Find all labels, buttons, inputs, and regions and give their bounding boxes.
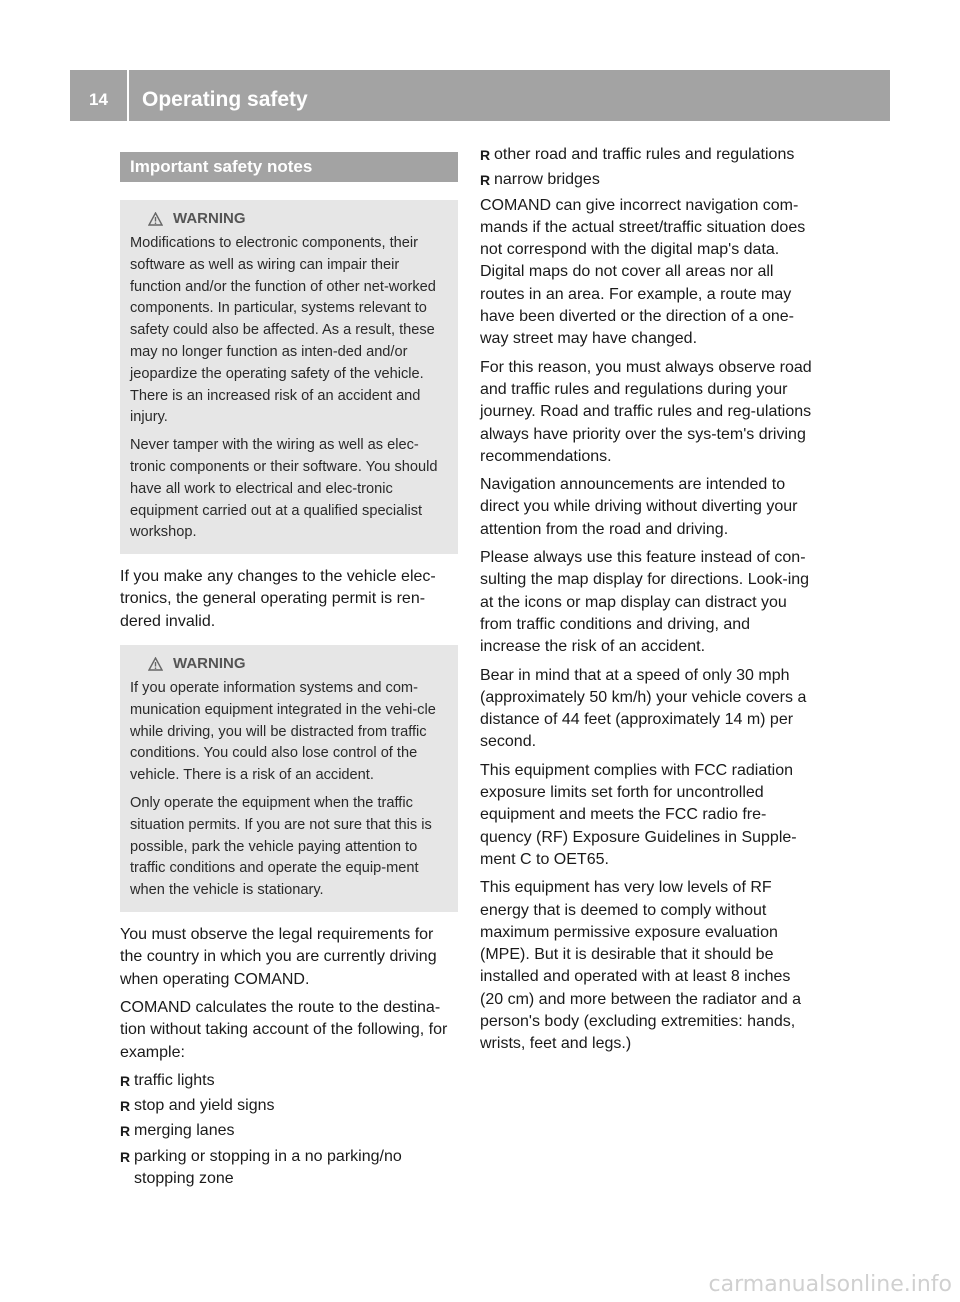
header-divider	[127, 70, 129, 121]
warning-heading	[148, 651, 450, 677]
right-column	[480, 146, 813, 1062]
warning-text: Only operate the equipment when the traffic situation permits. If you are not sure that this is possible, park the vehicle paying attention to traffic conditions and operate the equip-ment when the vehicle is stationary.	[130, 795, 432, 899]
warning-box-distraction	[120, 645, 458, 912]
paragraph: Please always use this feature instead of con-sulting the map display for directions. Look-ing at the icons or map display can distract you from traffic conditions and driving, and increase the risk of an accident.	[480, 549, 810, 656]
warning-text: If you operate information systems and com-munication equipment integrated in the vehi-cle while driving, you will be distracted from traffic conditions. You could also lose control of the vehicle. There is a risk of an accident.	[130, 680, 436, 784]
watermark: carmanualsonline.info	[708, 1272, 952, 1297]
list-item: R merging lanes	[120, 1120, 458, 1142]
paragraph: For this reason, you must always observe road and traffic rules and regulations during your journey. Road and traffic rules and reg-ulations always have priority over the sys-tem's driving recommendations.	[480, 358, 812, 465]
section-title: Important safety notes	[120, 152, 458, 182]
paragraph: Bear in mind that at a speed of only 30 mph (approximately 50 km/h) your vehicle covers a distance of 44 feet (approximately 14 m) per second.	[480, 666, 807, 751]
warning-text: Modifications to electronic components, their software as well as wiring can impair their function and/or the function of other net-worked components. In particular, systems relevant to safety could also be affected. As a result, these may no longer function as inten-ded and/or jeopardize the operating safety of the vehicle. There is an increased risk of an accident and injury.	[130, 235, 436, 426]
list-item: R stop and yield signs	[120, 1095, 458, 1117]
chapter-title: Operating safety	[142, 87, 308, 111]
warning-heading	[148, 206, 450, 232]
list-item: R traffic lights	[120, 1070, 458, 1092]
warning-label: WARNING	[173, 210, 246, 228]
page-number: 14	[89, 89, 108, 109]
warning-box-modifications	[120, 200, 458, 554]
paragraph: COMAND can give incorrect navigation com-mands if the actual street/traffic situation does not correspond with the digital map's data. Digital maps do not cover all areas nor all routes in an area. For example, a route may have been diverted or the direction of a one-way street may have changed.	[480, 196, 806, 348]
warning-text: Never tamper with the wiring as well as elec-tronic components or their software. You should have all work to electrical and elec-tronic equipment carried out at a qualified specialist workshop.	[130, 437, 438, 541]
paragraph: This equipment has very low levels of RF energy that is deemed to comply without maximum permissive exposure evaluation (MPE). But it is desirable that it should be installed and operated with at least 8 inches (20 cm) and more between the radiator and a person's body (excluding extremities: hands, wrists, feet and legs.)	[480, 879, 802, 1053]
body-text	[480, 195, 813, 1056]
body-text	[120, 924, 458, 1064]
page-header	[70, 70, 890, 121]
paragraph: You must observe the legal requirements for the country in which you are currently driving when operating COMAND.	[120, 926, 437, 988]
bullet-list	[120, 1070, 458, 1190]
list-item: R other road and traffic rules and regulations	[480, 144, 813, 166]
list-item: R parking or stopping in a no parking/no stopping zone	[120, 1146, 458, 1191]
body-text	[120, 566, 458, 633]
warning-label: WARNING	[173, 655, 246, 673]
list-item: R narrow bridges	[480, 169, 813, 191]
paragraph: If you make any changes to the vehicle elec-tronics, the general operating permit is ren-dered invalid.	[120, 568, 436, 630]
warning-triangle-icon	[148, 212, 163, 226]
paragraph: Navigation announcements are intended to direct you while driving without diverting your attention from the road and driving.	[480, 476, 798, 538]
warning-triangle-icon	[148, 657, 163, 671]
paragraph: COMAND calculates the route to the destina-tion without taking account of the following, for example:	[120, 998, 448, 1061]
paragraph: This equipment complies with FCC radiation exposure limits set forth for uncontrolled equipment and meets the FCC radio fre-quency (RF) Exposure Guidelines in Supple-ment C to OET65.	[480, 761, 797, 868]
bullet-list	[480, 144, 813, 192]
left-column	[120, 152, 458, 1193]
